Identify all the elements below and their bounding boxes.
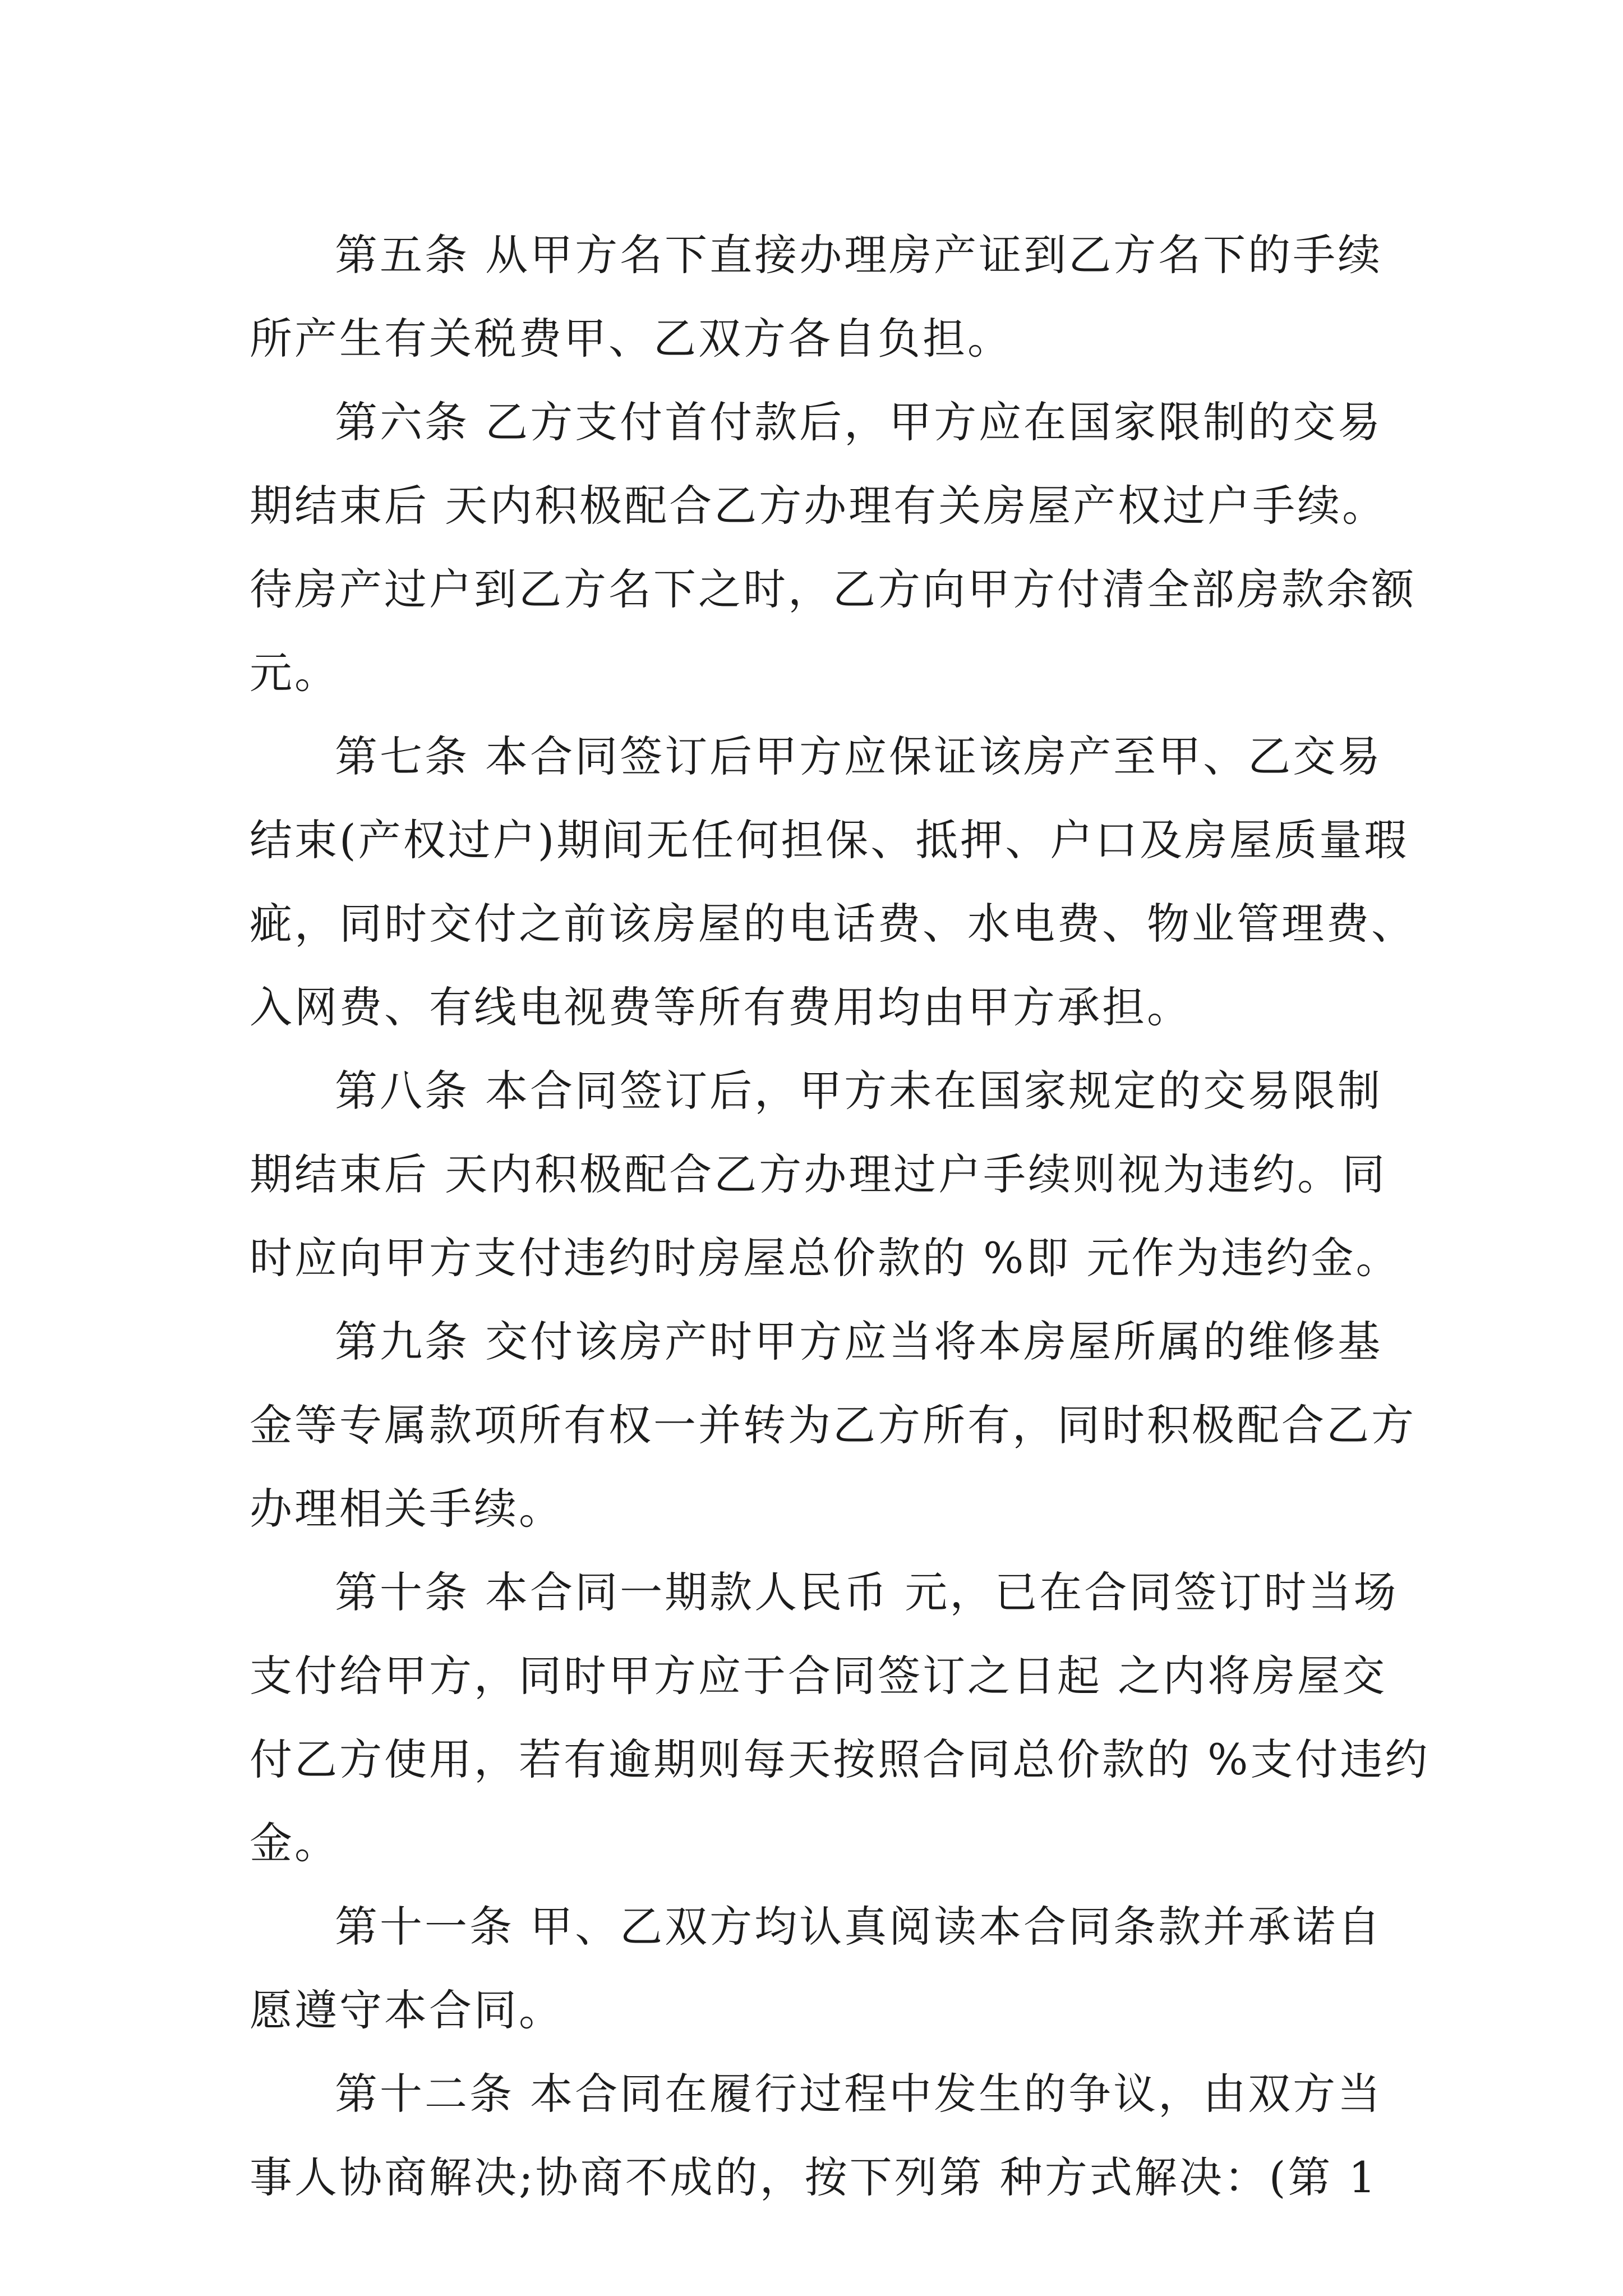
article-7-line-3: 疵，同时交付之前该房屋的电话费、水电费、物业管理费、 [250, 899, 1416, 949]
article-12-line-1: 第十二条 本合同在履行过程中发生的争议，由双方当 [335, 2069, 1383, 2119]
article-8-line-3: 时应向甲方支付违约时房屋总价款的 %即 元作为违约金。 [250, 1233, 1401, 1283]
article-8-paragraph [250, 1049, 1401, 1300]
article-6-paragraph [250, 380, 1416, 715]
article-12-line-2: 事人协商解决;协商不成的，按下列第 种方式解决：(第 1 [250, 2152, 1378, 2202]
article-12-paragraph [250, 2052, 1394, 2219]
article-11-line-2: 愿遵守本合同。 [250, 1985, 564, 2035]
article-7-line-1: 第七条 本合同签订后甲方应保证该房产至甲、乙交易 [335, 731, 1383, 781]
article-10-line-3: 付乙方使用，若有逾期则每天按照合同总价款的 %支付违约 [250, 1734, 1430, 1784]
article-8-line-1: 第八条 本合同签订后，甲方未在国家规定的交易限制 [335, 1066, 1383, 1116]
document-body [250, 213, 1430, 2219]
article-9-paragraph [250, 1300, 1416, 1550]
article-9-line-1: 第九条 交付该房产时甲方应当将本房屋所属的维修基 [335, 1317, 1383, 1366]
article-11-paragraph [250, 1885, 1394, 2052]
article-7-line-2: 结束(产权过户)期间无任何担保、抵押、户口及房屋质量瑕 [250, 815, 1409, 865]
article-11-line-1: 第十一条 甲、乙双方均认真阅读本合同条款并承诺自 [335, 1902, 1383, 1952]
article-7-line-4: 入网费、有线电视费等所有费用均由甲方承担。 [250, 982, 1192, 1032]
article-9-line-3: 办理相关手续。 [250, 1484, 564, 1534]
article-10-line-1: 第十条 本合同一期款人民币 元，已在合同签订时当场 [335, 1567, 1399, 1617]
article-9-line-2: 金等专属款项所有权一并转为乙方所有，同时积极配合乙方 [250, 1400, 1416, 1450]
article-10-line-2: 支付给甲方，同时甲方应于合同签订之日起 之内将房屋交 [250, 1651, 1387, 1701]
article-5-paragraph [250, 213, 1394, 380]
article-8-line-2: 期结束后 天内积极配合乙方办理过户手续则视为违约。同 [250, 1149, 1387, 1199]
article-10-paragraph [250, 1550, 1430, 1885]
article-5-line-2: 所产生有关税费甲、乙双方各自负担。 [250, 314, 1012, 364]
article-6-line-3: 待房产过户到乙方名下之时，乙方向甲方付清全部房款余额 [250, 564, 1416, 614]
article-6-line-4: 元。 [250, 648, 339, 698]
article-10-line-4: 金。 [250, 1818, 339, 1868]
article-6-line-1: 第六条 乙方支付首付款后，甲方应在国家限制的交易 [335, 397, 1383, 447]
article-6-line-2: 期结束后 天内积极配合乙方办理有关房屋产权过户手续。 [250, 481, 1387, 531]
article-7-paragraph [250, 715, 1416, 1049]
article-5-line-1: 第五条 从甲方名下直接办理房产证到乙方名下的手续 [335, 230, 1383, 280]
